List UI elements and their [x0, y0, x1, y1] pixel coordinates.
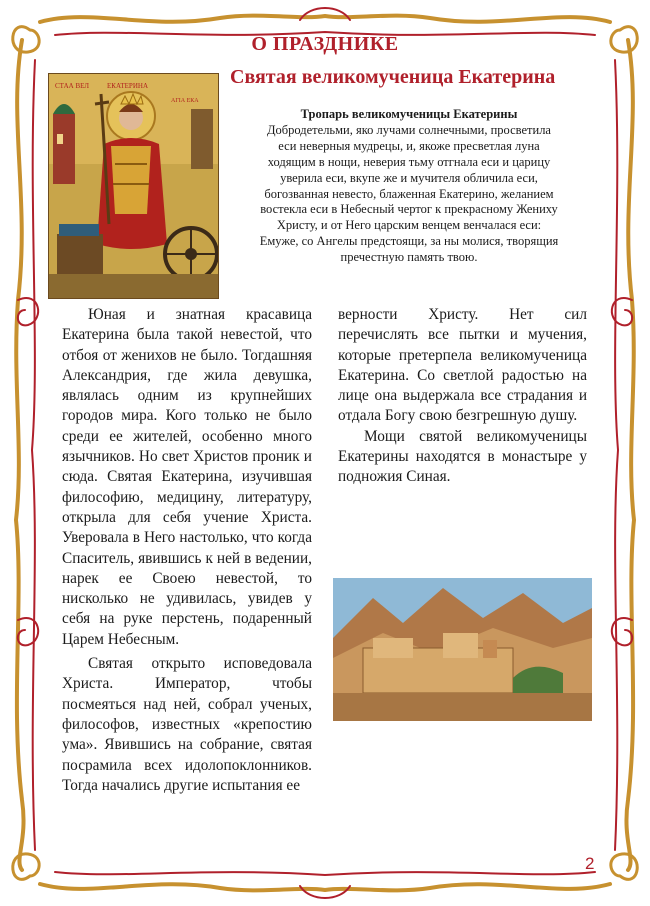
- troparion-block: [224, 107, 594, 266]
- troparion-line: богозванная невесто, блаженная Екатерино, желанием: [264, 186, 554, 201]
- saint-icon-image: [48, 73, 219, 299]
- icon-inscription-left-2: ЕКАТЕРИНА: [107, 82, 148, 90]
- article-paragraph-3: верности Христу. Нет сил перечислять все пытки и мучения, которые претерпела великомученица Екатерина. Со светлой радостью на лице она выдержала все страдания и отдала Богу свою безгрешную душу.: [338, 306, 587, 425]
- article-paragraph-1: Юная и знатная красавица Екатерина была такой невестой, что отбоя от женихов не было. Тогдашняя Александрия, где жила девушка, являлась одним из крупнейших городов мира. Кого только не было среди ее жителей, особенно много язычников. Но свет Христов проник и сюда. Святая Екатерина, изучившая философию, медицину, литературу, открыла для себя учение Христа. Уверовала в Него настолько, что когда Спаситель, явившись к ней в ведении, нарек ее Своею невестой, то нисколько не удивилась, увидев у себя на руке перстень, подаренный Царем Небесным.: [62, 306, 312, 648]
- troparion-line: еси неверныя мудрецы, и, якоже пресветлая луна: [278, 138, 540, 153]
- article-right-column: [338, 305, 587, 488]
- troparion-title: Тропарь великомученицы Екатерины: [300, 107, 518, 121]
- troparion-line: Добродетельми, яко лучами солнечными, просветила: [267, 122, 551, 137]
- troparion-line: Емуже, со Ангелы предстоящи, за ны молися, творящия: [259, 234, 559, 249]
- section-title: О ПРАЗДНИКЕ: [251, 33, 399, 55]
- troparion-line: ходящим в нощи, неверия тьму отгнала еси и царицу: [267, 154, 551, 169]
- article-left-column: [62, 305, 312, 796]
- icon-inscription-right: АГІА ЕКА: [171, 98, 199, 104]
- article-paragraph-2: Святая открыто исповедовала Христа. Император, чтобы посмеяться над ней, собрал ученых, философов, известных «крепостию ума». Явившись на собрание, святая посрамила всех идолопоклонников. Тогда начались другие испытания ее: [62, 655, 312, 794]
- troparion-line: Христу, и от Него царским венцем венчалася еси:: [276, 218, 542, 233]
- article-subtitle: Святая великомученица Екатерина: [230, 66, 556, 88]
- troparion-line: востекла еси в Небесный чертог к прекрасному Жениху: [260, 202, 558, 217]
- troparion-line: уверила еси, вкупе же и мучителя обличила еси,: [280, 170, 538, 185]
- page-number: 2: [585, 854, 595, 873]
- article-paragraph-4: Мощи святой великомученицы Екатерины находятся в монастыре у подножия Синая.: [338, 427, 587, 486]
- monastery-photo: [333, 578, 592, 721]
- troparion-line: пречестную память твою.: [340, 250, 478, 265]
- icon-inscription-left: СТАА ВЕЛ: [55, 82, 90, 90]
